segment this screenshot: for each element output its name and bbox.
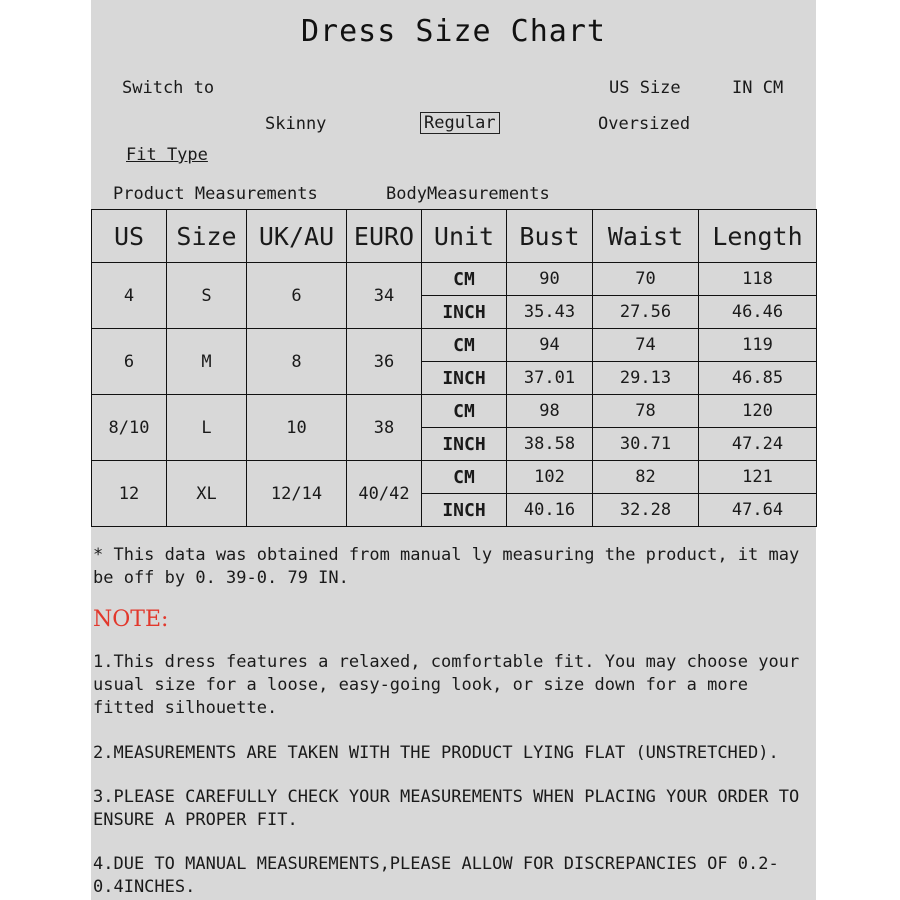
col-header-us: US: [92, 210, 167, 263]
cell-waist: 82: [593, 461, 699, 494]
cell-length: 120: [699, 395, 817, 428]
size-table: [91, 209, 817, 527]
col-header-length: Length: [699, 210, 817, 263]
cell-waist: 30.71: [593, 428, 699, 461]
cell-bust: 40.16: [507, 494, 593, 527]
cell-length: 47.64: [699, 494, 817, 527]
unit-toggle[interactable]: IN CM: [732, 78, 784, 98]
note-item-4: 4.DUE TO MANUAL MEASUREMENTS,PLEASE ALLOW FOR DISCREPANCIES OF 0.2-0.4INCHES.: [93, 854, 779, 897]
cell-length: 119: [699, 329, 817, 362]
table-header-row: [92, 210, 817, 263]
cell-bust: 37.01: [507, 362, 593, 395]
fit-option-oversized[interactable]: Oversized: [598, 114, 691, 134]
cell-unit: CM: [422, 395, 507, 428]
cell-ukau: 12/14: [247, 461, 347, 527]
tab-product-measurements[interactable]: Product Measurements: [113, 184, 318, 204]
cell-waist: 29.13: [593, 362, 699, 395]
cell-us: 6: [92, 329, 167, 395]
table-row: [92, 329, 817, 362]
col-header-euro: EURO: [347, 210, 422, 263]
table-row: [92, 395, 817, 428]
cell-bust: 102: [507, 461, 593, 494]
cell-unit: INCH: [422, 428, 507, 461]
table-row: [92, 461, 817, 494]
fit-type-link[interactable]: Fit Type: [126, 145, 208, 165]
cell-length: 46.46: [699, 296, 817, 329]
cell-euro: 38: [347, 395, 422, 461]
cell-ukau: 8: [247, 329, 347, 395]
switch-to-label: Switch to: [122, 78, 215, 98]
cell-waist: 70: [593, 263, 699, 296]
cell-bust: 38.58: [507, 428, 593, 461]
cell-size: L: [167, 395, 247, 461]
cell-bust: 94: [507, 329, 593, 362]
col-header-waist: Waist: [593, 210, 699, 263]
cell-ukau: 6: [247, 263, 347, 329]
cell-waist: 32.28: [593, 494, 699, 527]
cell-us: 8/10: [92, 395, 167, 461]
cell-size: XL: [167, 461, 247, 527]
note-item-1: 1.This dress features a relaxed, comfortable fit. You may choose your usual size for a loose, easy-going look, or size down for a more fitted silhouette.: [93, 652, 800, 718]
cell-size: M: [167, 329, 247, 395]
cell-waist: 78: [593, 395, 699, 428]
note-item-3: 3.PLEASE CAREFULLY CHECK YOUR MEASUREMENTS WHEN PLACING YOUR ORDER TO ENSURE A PROPER FIT.: [93, 787, 800, 830]
cell-euro: 40/42: [347, 461, 422, 527]
cell-size: S: [167, 263, 247, 329]
cell-euro: 36: [347, 329, 422, 395]
note-heading: NOTE:: [93, 607, 169, 632]
us-size-toggle[interactable]: US Size: [609, 78, 681, 98]
fit-option-skinny[interactable]: Skinny: [265, 114, 327, 134]
cell-us: 4: [92, 263, 167, 329]
fit-option-regular[interactable]: Regular: [420, 112, 500, 134]
col-header-ukau: UK/AU: [247, 210, 347, 263]
page-title: Dress Size Chart: [301, 14, 606, 49]
note-item-2: 2.MEASUREMENTS ARE TAKEN WITH THE PRODUCT LYING FLAT (UNSTRETCHED).: [93, 743, 779, 763]
cell-unit: INCH: [422, 494, 507, 527]
cell-unit: CM: [422, 329, 507, 362]
cell-length: 46.85: [699, 362, 817, 395]
cell-length: 47.24: [699, 428, 817, 461]
col-header-bust: Bust: [507, 210, 593, 263]
measurement-disclaimer: * This data was obtained from manual ly measuring the product, it may be off by 0. 39-0. 79 IN.: [93, 545, 800, 588]
cell-unit: INCH: [422, 362, 507, 395]
cell-unit: CM: [422, 461, 507, 494]
col-header-size: Size: [167, 210, 247, 263]
cell-waist: 27.56: [593, 296, 699, 329]
cell-waist: 74: [593, 329, 699, 362]
cell-unit: CM: [422, 263, 507, 296]
table-row: [92, 263, 817, 296]
col-header-unit: Unit: [422, 210, 507, 263]
cell-bust: 98: [507, 395, 593, 428]
cell-us: 12: [92, 461, 167, 527]
cell-euro: 34: [347, 263, 422, 329]
cell-ukau: 10: [247, 395, 347, 461]
cell-bust: 90: [507, 263, 593, 296]
size-chart-panel: [91, 0, 816, 900]
cell-length: 118: [699, 263, 817, 296]
tab-body-measurements[interactable]: BodyMeasurements: [386, 184, 550, 204]
cell-length: 121: [699, 461, 817, 494]
cell-bust: 35.43: [507, 296, 593, 329]
cell-unit: INCH: [422, 296, 507, 329]
